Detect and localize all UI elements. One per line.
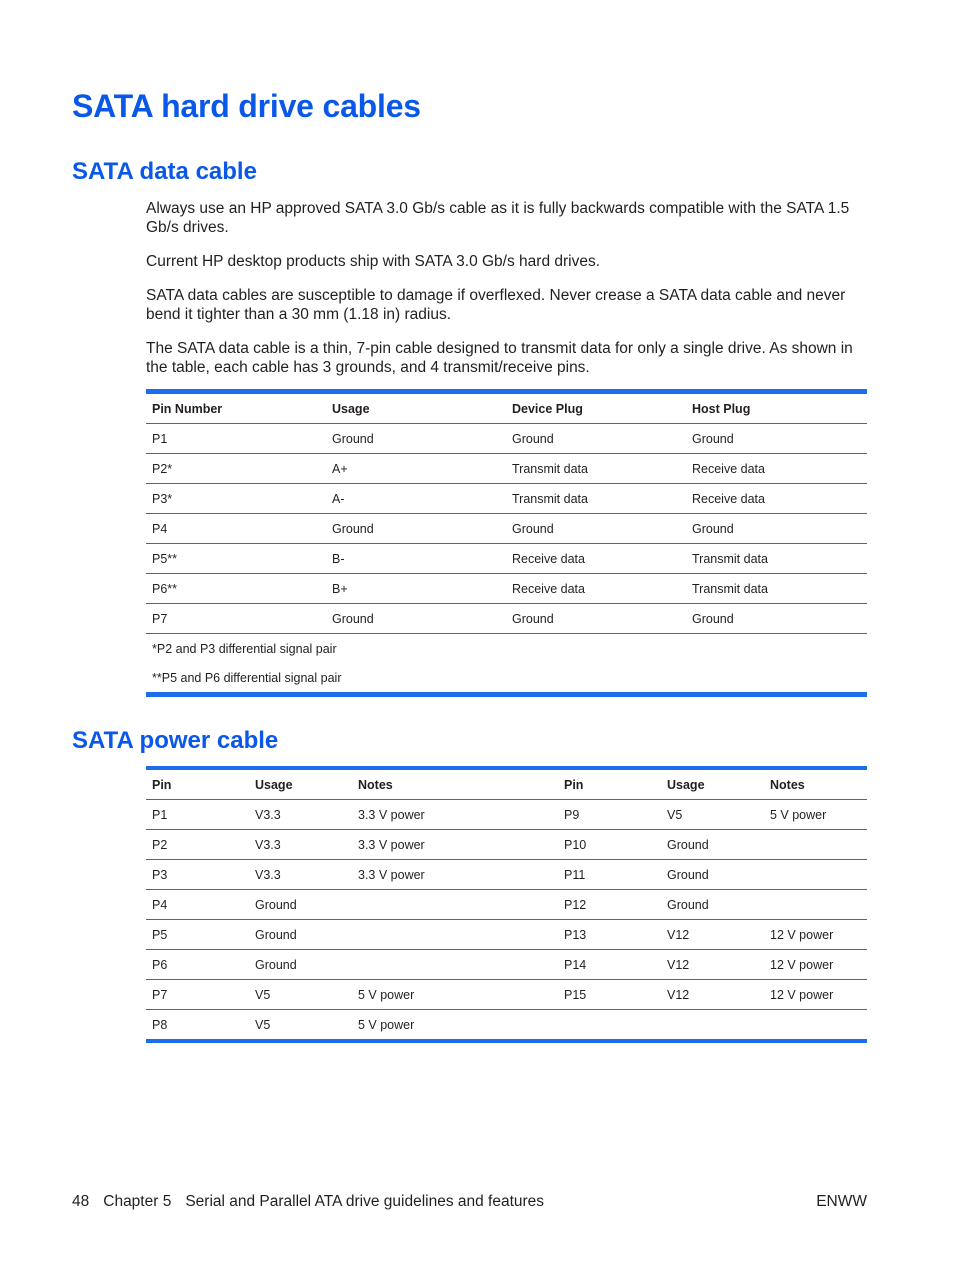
table-row [146,454,867,484]
table-header-row [146,768,867,800]
column-header: Usage [661,768,764,800]
table-cell: V5 [255,1017,271,1032]
table-cell: V3.3 [249,860,352,890]
table-cell: P13 [558,920,661,950]
paragraph: Current HP desktop products ship with SATA 3.0 Gb/s hard drives. [146,253,601,270]
column-header: Device Plug [506,392,686,424]
table-cell: Ground [686,514,867,544]
table-cell: Ground [249,890,352,920]
table-cell: 3.3 V power [352,800,558,830]
column-header: Pin [146,768,249,800]
table-cell: P9 [558,800,661,830]
section-heading-data-cable: SATA data cable [72,158,257,185]
table-cell: Transmit data [686,544,867,574]
table-row [146,424,867,454]
table-cell: P10 [558,830,661,860]
page-footer [72,1193,558,1211]
table-cell: P14 [558,950,661,980]
column-header: Pin Number [146,392,326,424]
table-cell: Ground [249,950,352,980]
table-note-row [146,634,867,664]
paragraph: The SATA data cable is a thin, 7-pin cable designed to transmit data for only a single drive. As shown in the table, each cable has 3 grounds, and 4 transmit/receive pins. [146,340,853,376]
table-cell [558,1010,661,1042]
table-row [146,1010,867,1042]
table-cell: Receive data [686,484,867,514]
table-cell: Ground [661,830,764,860]
table-row [146,514,867,544]
table-cell: Receive data [506,574,686,604]
table-cell: P7 [146,604,326,634]
table-cell [764,860,867,890]
table-cell [764,1010,867,1042]
table-cell: V3.3 [249,830,352,860]
table-cell: V12 [661,950,764,980]
table-cell: P15 [558,980,661,1010]
table-cell: Ground [326,604,506,634]
power-cable-table [146,766,867,1043]
table-cell [661,1010,764,1042]
table-cell: P1 [146,424,326,454]
table-cell: Ground [506,514,686,544]
chapter-title: Serial and Parallel ATA drive guidelines and features [185,1193,545,1210]
table-cell [352,950,558,980]
table-cell [764,890,867,920]
table-cell: V5 [661,800,764,830]
table-cell: P1 [146,800,249,830]
table-row [146,800,867,830]
table-cell: P3* [146,484,326,514]
table-cell: Ground [661,890,764,920]
page-title: SATA hard drive cables [72,88,421,124]
table-cell: P6** [146,574,326,604]
table-cell: P4 [146,890,249,920]
table-cell: P3 [146,860,249,890]
table-cell: Ground [686,604,867,634]
table-cell: Ground [661,860,764,890]
table-cell: 5 V power [764,800,867,830]
section-heading-power-cable: SATA power cable [72,727,279,754]
table-cell: P2* [146,454,326,484]
column-header: Host Plug [686,392,867,424]
table-cell: P11 [558,860,661,890]
table-cell: Transmit data [506,484,686,514]
table-cell: Receive data [686,454,867,484]
table-cell: V12 [661,980,764,1010]
table-note-row [146,663,867,695]
table-cell: Ground [506,604,686,634]
table-footnote: **P5 and P6 differential signal pair [152,670,342,685]
table-cell: Receive data [506,544,686,574]
footer-locale-code: ENWW [816,1193,867,1210]
table-cell: Transmit data [506,454,686,484]
paragraph: Always use an HP approved SATA 3.0 Gb/s cable as it is fully backwards compatible with the SATA 1.5 Gb/s drives. [146,200,850,236]
data-cable-table [146,389,867,697]
table-cell: Ground [326,514,506,544]
column-header: Notes [764,768,867,800]
table-row [146,484,867,514]
table-header-row [146,392,867,424]
table-cell: 12 V power [764,920,867,950]
table-cell: 5 V power [352,980,558,1010]
table-cell: A+ [326,454,506,484]
table-row [146,860,867,890]
table-cell: P7 [146,980,249,1010]
table-row [146,980,867,1010]
table-row [146,920,867,950]
table-cell: 3.3 V power [352,860,558,890]
table-cell: V5 [249,980,352,1010]
table-row [146,574,867,604]
table-cell: P5** [146,544,326,574]
table-cell: P4 [146,514,326,544]
table-cell: Ground [686,424,867,454]
table-row [146,830,867,860]
table-cell: 12 V power [764,980,867,1010]
table-cell: P8 [152,1017,168,1032]
table-cell: A- [326,484,506,514]
table-cell [764,830,867,860]
table-row [146,604,867,634]
table-cell [352,890,558,920]
table-cell: B- [326,544,506,574]
table-cell: 5 V power [358,1017,415,1032]
table-cell: P12 [558,890,661,920]
table-cell: P5 [146,920,249,950]
column-header: Usage [326,392,506,424]
table-cell: 12 V power [764,950,867,980]
table-cell: B+ [326,574,506,604]
table-cell: V12 [661,920,764,950]
page-number: 48 [72,1193,90,1210]
table-cell: P2 [146,830,249,860]
table-cell [352,920,558,950]
column-header: Pin [558,768,661,800]
table-footnote: *P2 and P3 differential signal pair [152,641,337,656]
chapter-label: Chapter 5 [103,1193,172,1210]
column-header: Usage [249,768,352,800]
table-cell: Ground [249,920,352,950]
table-cell: Ground [326,424,506,454]
table-row [146,544,867,574]
table-row [146,950,867,980]
table-cell: Ground [506,424,686,454]
table-cell: Transmit data [686,574,867,604]
paragraph: SATA data cables are susceptible to damage if overflexed. Never crease a SATA data cable and never bend it tighter than a 30 mm (1.18 in) radius. [146,287,846,323]
table-row [146,890,867,920]
table-cell: 3.3 V power [352,830,558,860]
table-cell: V3.3 [249,800,352,830]
table-cell: P6 [146,950,249,980]
column-header: Notes [352,768,558,800]
